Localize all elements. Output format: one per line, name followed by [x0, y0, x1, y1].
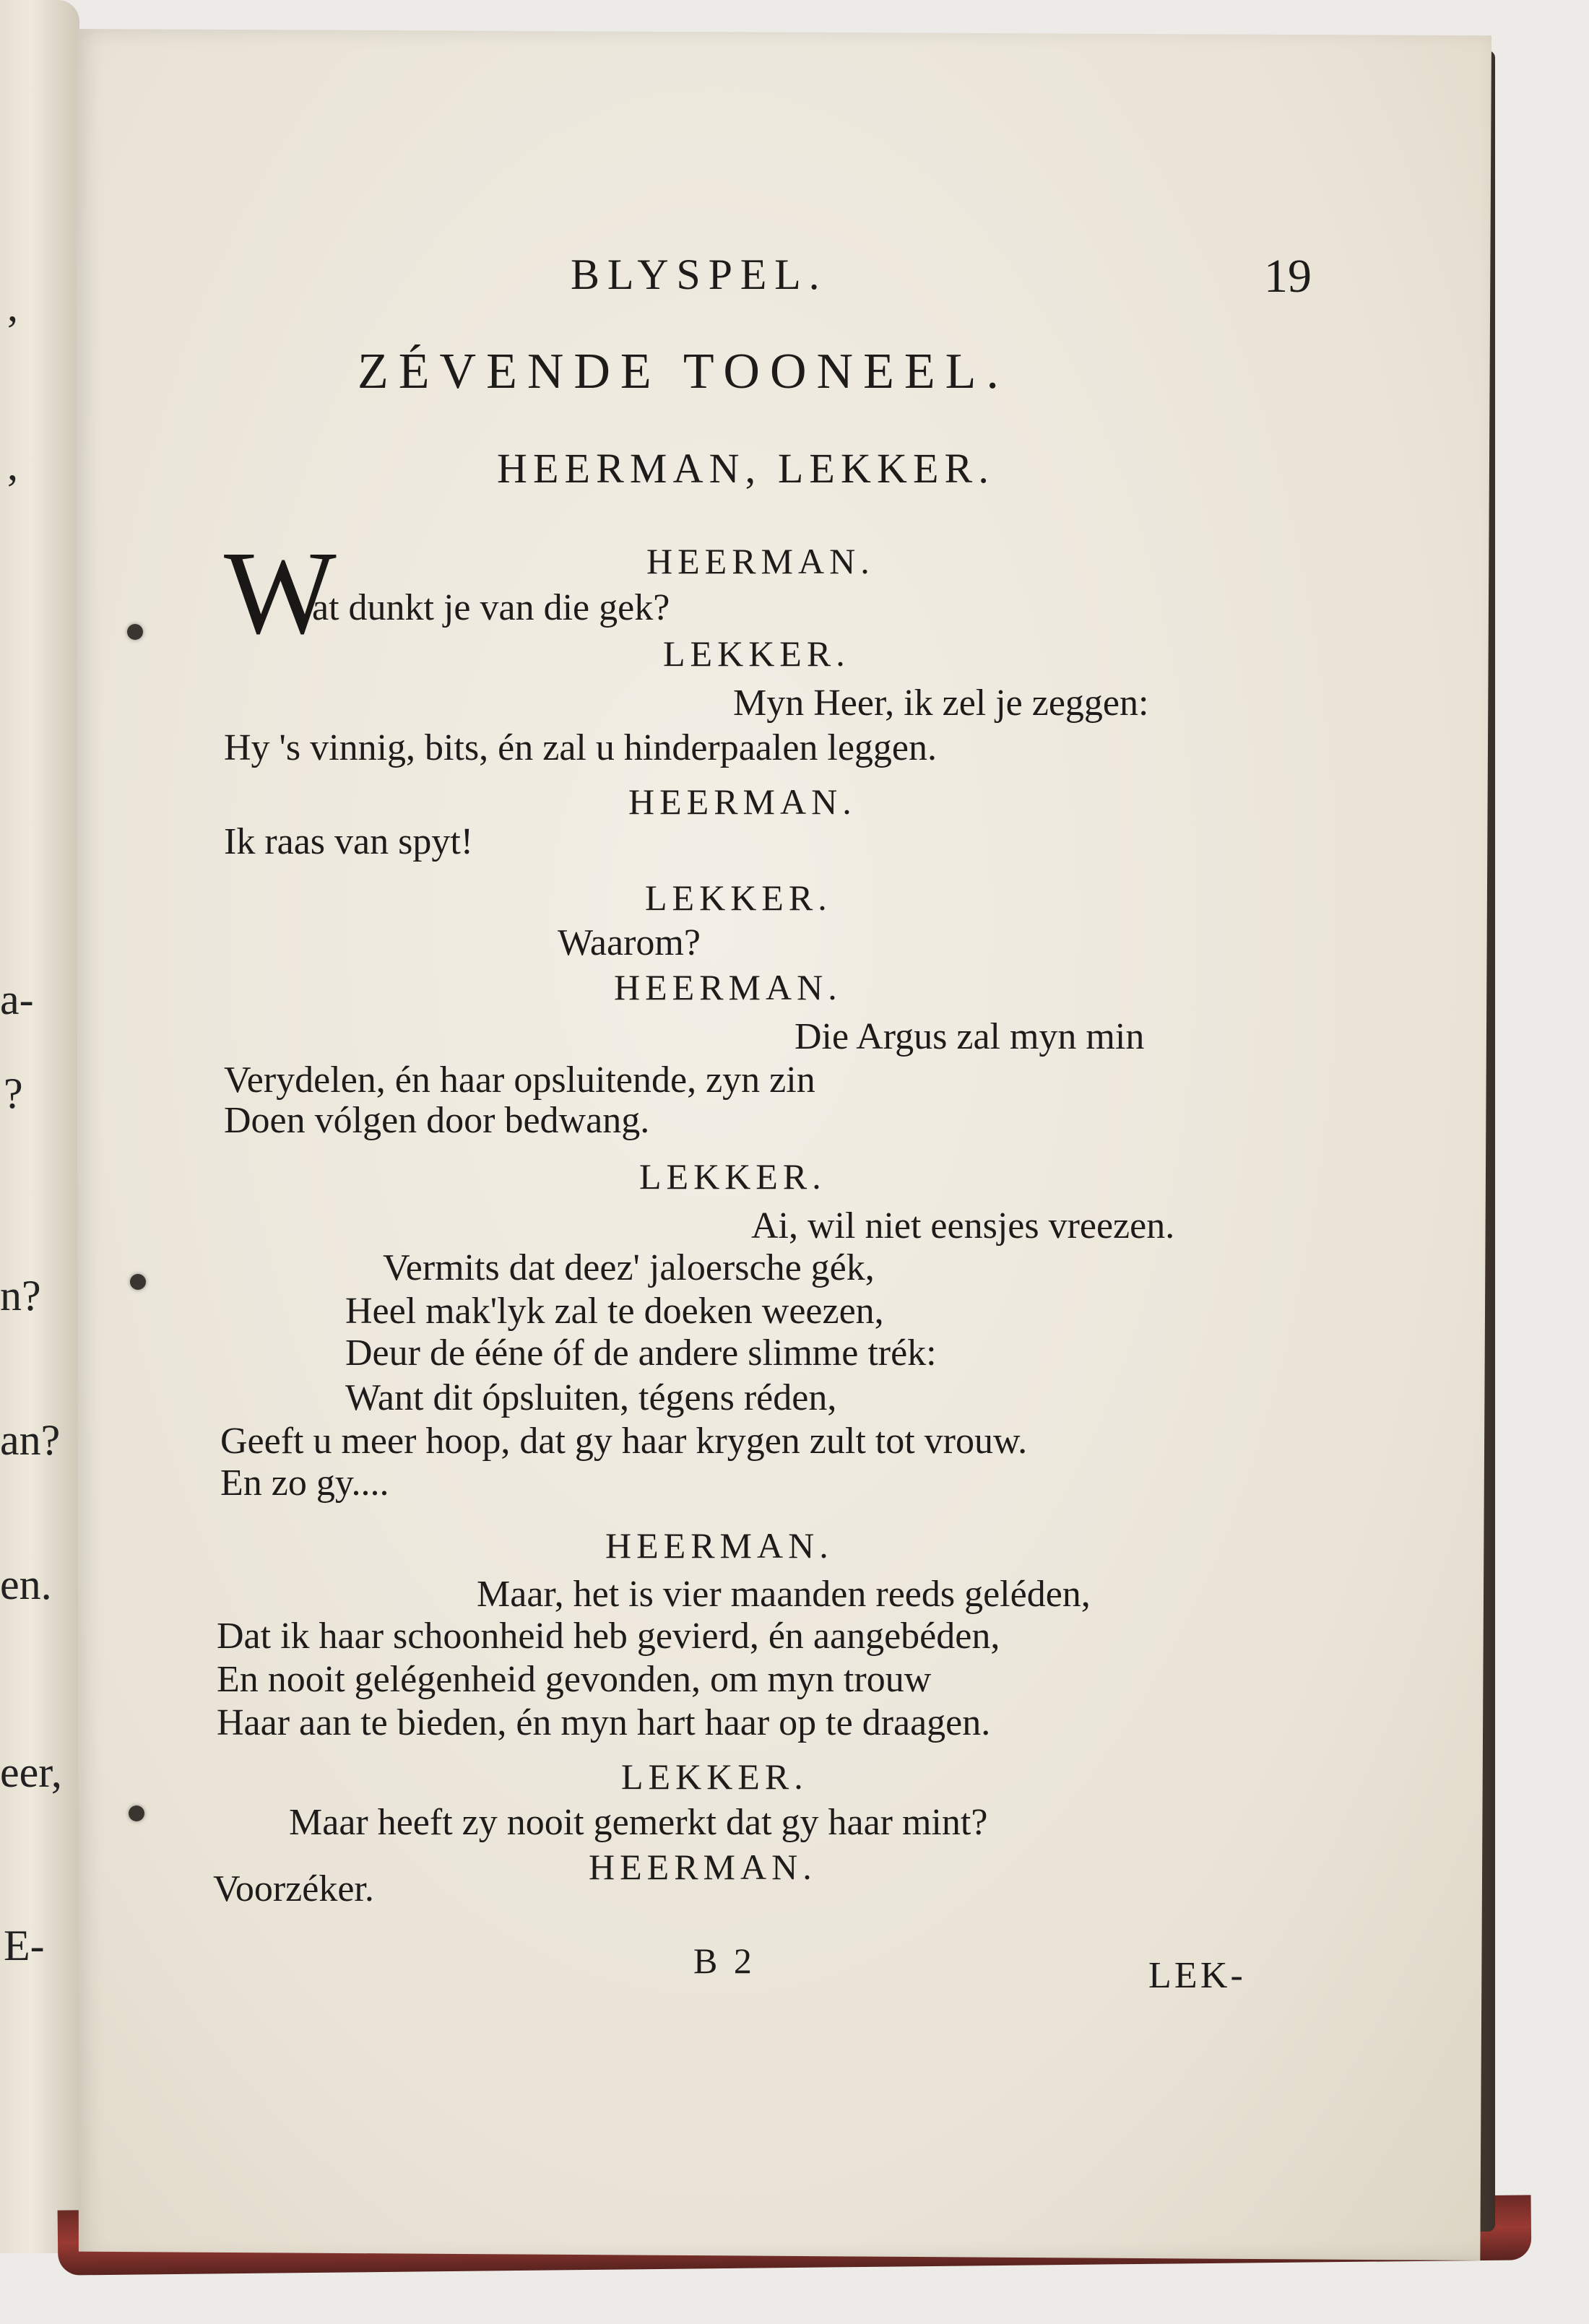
verse-line: Geeft u meer hoop, dat gy haar krygen zult tot vrouw. — [220, 1421, 1028, 1462]
edge-fragment: eer, — [0, 1748, 62, 1796]
scene-title: ZÉVENDE TOONEEL. — [358, 344, 1009, 399]
verse-line: Haar aan te bieden, én myn hart haar op te draagen. — [217, 1702, 991, 1743]
speaker-heading: HEERMAN. — [605, 1525, 834, 1566]
sewing-hole — [129, 1805, 144, 1821]
left-page-edge-text — [0, 0, 72, 2239]
verse-line: Dat ik haar schoonheid heb gevierd, én aangebéden, — [217, 1616, 1000, 1657]
verse-line: Myn Heer, ik zel je zeggen: — [733, 682, 1149, 724]
page-number: 19 — [1264, 250, 1312, 303]
verse-line: Heel mak'lyk zal te doeken weezen, — [345, 1291, 884, 1332]
edge-fragment: , — [7, 282, 18, 330]
edge-fragment: E- — [4, 1922, 45, 1969]
verse-line: Vermits dat deez' jaloersche gék, — [383, 1247, 875, 1288]
running-head: BLYSPEL. — [571, 251, 828, 298]
drop-cap: W — [224, 526, 337, 659]
edge-fragment: en. — [0, 1561, 52, 1608]
verse-line: Maar heeft zy nooit gemerkt dat gy haar mint? — [289, 1802, 988, 1843]
verse-line: Verydelen, én haar opsluitende, zyn zin — [224, 1059, 815, 1101]
speaker-heading: LEKKER. — [663, 633, 850, 674]
verse-line: at dunkt je van die gek? — [312, 587, 670, 628]
signature-mark: B 2 — [693, 1941, 755, 1981]
edge-fragment: n? — [0, 1272, 41, 1319]
verse-line: Want dit ópsluiten, tégens réden, — [345, 1377, 837, 1418]
sewing-hole — [127, 624, 143, 640]
verse-line: Doen vólgen door bedwang. — [224, 1100, 650, 1141]
verse-line: En zo gy.... — [220, 1462, 389, 1504]
edge-fragment: ? — [4, 1070, 23, 1117]
verse-line: Die Argus zal myn min — [794, 1016, 1145, 1057]
catchword: LEK- — [1148, 1955, 1247, 1996]
verse-line: Hy 's vinnig, bits, én zal u hinderpaalen leggen. — [224, 727, 938, 768]
verse-line: Voorzéker. — [213, 1868, 374, 1909]
speaker-heading: HEERMAN. — [628, 781, 857, 822]
verse-line: Maar, het is vier maanden reeds geléden, — [477, 1574, 1091, 1615]
verse-line: Ai, wil niet eensjes vreezen. — [751, 1205, 1175, 1246]
verse-line: Deur de ééne óf de andere slimme trék: — [345, 1332, 937, 1374]
sewing-hole — [130, 1274, 146, 1290]
edge-fragment: , — [7, 441, 18, 489]
verse-line: Ik raas van spyt! — [224, 821, 474, 862]
speaker-heading: HEERMAN. — [614, 967, 842, 1007]
verse-line: En nooit gelégenheid gevonden, om myn trouw — [217, 1659, 932, 1700]
edge-fragment: a- — [0, 976, 34, 1023]
speaker-heading: LEKKER. — [645, 877, 832, 918]
scene-characters: HEERMAN, LEKKER. — [497, 445, 995, 492]
speaker-heading: LEKKER. — [621, 1756, 808, 1797]
speaker-heading: HEERMAN. — [589, 1847, 817, 1887]
speaker-heading: LEKKER. — [639, 1156, 826, 1197]
speaker-heading: HEERMAN. — [646, 541, 875, 581]
edge-fragment: an? — [0, 1416, 61, 1464]
verse-line: Waarom? — [558, 922, 701, 963]
